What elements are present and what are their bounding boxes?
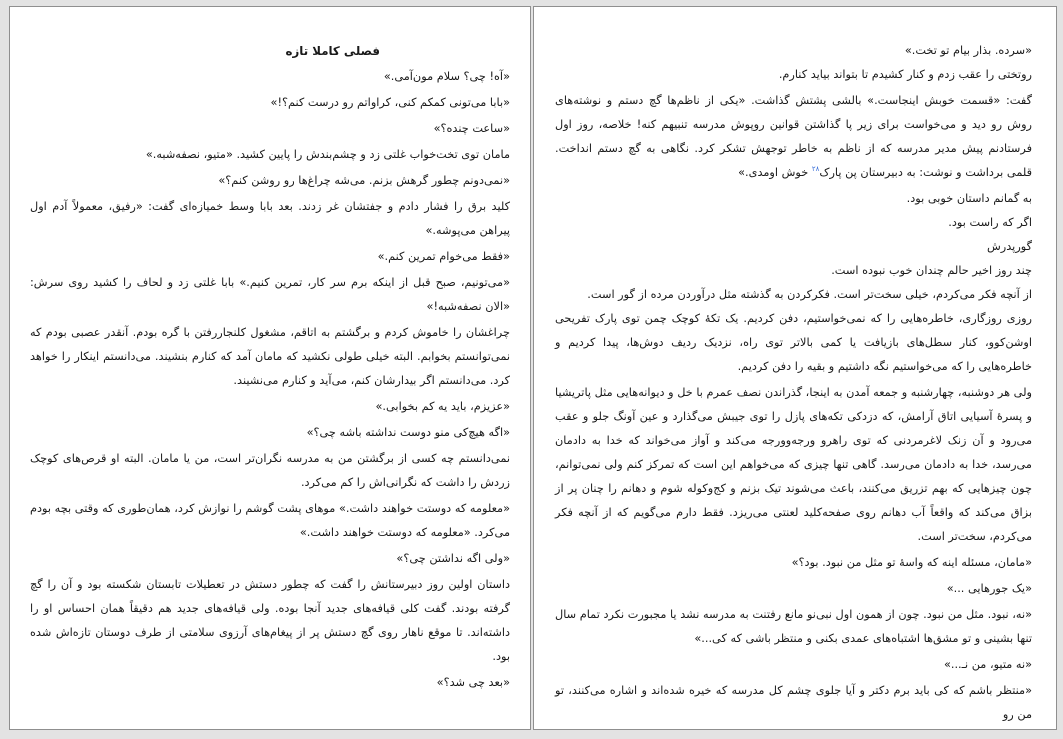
paragraph: اگر که راست بود. [948,216,1032,229]
paragraph: کلید برق را فشار دادم و جفتشان غر زدند. بعد بابا وسط خمیازه‌ای گفت: «رفیق، معمولاً آدم اول پیراهن می‌پوشه.» [30,200,510,237]
paragraph: چراغشان را خاموش کردم و برگشتم به اتاقم، مشغول کلنجاررفتن با گره بودم. آنقدر عصبی بودم که نمی‌توانستم بخوابم. البته خیلی طولی نکشید که مامان آمد که کنارم بنشیند. می‌دانستم اینکار را خواهد کرد. می‌دانستم اگر بیدارشان کنم، می‌آید و کنارم می‌نشیند. [30,326,510,387]
paragraph: «یک جورهایی ...» [946,582,1032,595]
paragraph: «اگه هیچ‌کی منو دوست نداشته باشه چی؟» [306,426,510,439]
page-text-right [555,39,1032,727]
paragraph: «آه! چی؟ سلام مون‌آمی.» [383,70,510,83]
paragraph: «نه، نبود. مثل من نبود. چون از همون اول نبی‌نو مانع رفتنت به مدرسه نشد یا مجبورت نکرد تمام سال تنها بشینی و تو مشق‌ها اشتباه‌های عمدی بکنی و منتظر باشی که کی...» [555,608,1032,645]
paragraph: «بعد چی شد؟» [436,676,510,689]
footnote-reference-link[interactable]: ۲۸ [811,165,820,174]
paragraph: «نه متیو، من نـ...» [943,658,1032,671]
paragraph: «فقط می‌خوام تمرین کنم.» [377,250,510,263]
paragraph: «نمی‌دونم چطور گرهش بزنم. می‌شه چراغ‌ها رو روشن کنم؟» [218,174,510,187]
paragraph: داستان اولین روز دبیرستانش را گفت که چطور دستش در تعطیلات تابستان شکسته بود و آن را گچ گرفته بودند. گفت کلی قیافه‌های جدید آنجا بوده. ولی قیافه‌های جدید هم دقیقاً همان احساس او را داشته‌اند. تا موقع ناهار روی گچ دستش پر از پیغام‌های آرزوی سلامتی از طرف دوستان تازه‌اش شده بود. [30,578,510,663]
paragraph: به گمانم داستان خوبی بود. [906,192,1032,205]
paragraph: مامان توی تخت‌خواب غلتی زد و چشم‌بندش را پایین کشید. «متیو، نصفه‌شبه.» [145,148,510,161]
paragraph: «عزیزم، باید یه کم بخوابی.» [375,400,510,413]
paragraph: «سرده. بذار بیام تو تخت.» [904,44,1032,57]
document-page-left [9,6,531,730]
paragraph: «مامان، مسئله اینه که واسهٔ تو مثل من نبود. بود؟» [791,556,1032,569]
paragraph: روزی روزگاری، خاطره‌هایی را که نمی‌خواستیم، دفن کردیم. یک تکهٔ کوچک چمن توی پارک تفریحی اوشن‌کوو، کنار سطل‌های بازیافت یا کمی بالاتر توی راه، نزدیک ردیف دوش‌ها، پیدا کردیم و خاطره‌هایی را که می‌خواستیم نگه داشتیم و بقیه را دفن کردیم. [555,312,1032,373]
paragraph: «معلومه که دوستت خواهند داشت.» موهای پشت گوشم را نوازش کرد، همان‌طوری که وقتی بچه بودم می‌کرد. «معلومه که دوستت خواهند داشت.» [30,502,510,539]
chapter-title: فصلی کاملا تازه [285,44,380,58]
paragraph: گورپدرش [987,240,1032,253]
paragraph: «ولی اگه نداشتن چی؟» [396,552,510,565]
page-text-left [30,39,510,695]
paragraph: «بابا می‌تونی کمکم کنی، کراواتم رو درست کنم؟!» [270,96,510,109]
paragraph: «می‌تونیم، صبح قبل از اینکه برم سر کار، تمرین کنیم.» بابا غلتی زد و لحاف را کشید روی سرش: «الان نصفه‌شبه!» [30,276,510,313]
paragraph: «منتظر باشم که کی باید برم دکتر و آیا جلوی چشم کل مدرسه که خیره شده‌اند و اشاره می‌کنند، تو من رو [555,684,1032,721]
paragraph: چند روز اخیر حالم چندان خوب نبوده است. [831,264,1032,277]
paragraph: ولی هر دوشنبه، چهارشنبه و جمعه آمدن به اینجا، گذراندن نصف عمرم با خل و دیوانه‌هایی مثل پاتریشیا و پسرهٔ آسیایی اتاق آرامش، که دزدکی تکه‌های پازل را توی جیبش می‌گذارد و عین آونگ جلو و عقب می‌رود و آن زنک لاغرمردنی که توی راهرو ورجه‌وورجه می‌کند و آواز می‌خواند که خدا به دادمان می‌رسد، خدا به دادمان می‌رسد. گاهی تنها چیزی که می‌خواهم این است که تمرکز کنم ولی نمی‌توانم، چون چیزهایی که بهم تزریق می‌کنند، باعث می‌شوند تیک بزنم و کج‌وکوله شوم و دهانم را چنان پر از بزاق می‌کند که واقعاً آب دهانم روی صفحه‌کلید لعنتی می‌ریزد. فقط دارم می‌گویم که از آنچه فکر می‌کردم، سخت‌تر است. [555,386,1032,543]
document-page-right [533,6,1057,730]
paragraph-with-footnote [555,89,1032,185]
paragraph: روتختی را عقب زدم و کنار کشیدم تا بتواند بیاید کنارم. [778,68,1032,81]
paragraph: نمی‌دانستم چه کسی از برگشتن من به مدرسه نگران‌تر است، من یا مامان. البته او قرص‌های کوچک زردش را داشت که نگرانی‌اش را کم می‌کرد. [30,452,510,489]
paragraph: از آنچه فکر می‌کردم، خیلی سخت‌تر است. فکرکردن به گذشته مثل درآوردن مرده از گور است. [587,288,1032,301]
paragraph-text: گفت: «قسمت خوبش اینجاست.» بالشی پشتش گذاشت. «یکی از ناظم‌ها گچ دستم و نوشته‌های روش رو دید و می‌خواست برای زیر پا گذاشتن قوانین روپوش مدرسه تنبیهم کنه! خلاصه، روز اول فرستادنم پیش مدیر مدرسه که از ناظم به خاطر توجهش تشکر کرد. نگاهی به گچ دستم انداخت. قلمی برداشت و نوشت: به دبیرستان پن پارک [555,94,1032,179]
paragraph: «ساعت چنده؟» [433,122,510,135]
paragraph-text: خوش اومدی.» [738,166,812,179]
